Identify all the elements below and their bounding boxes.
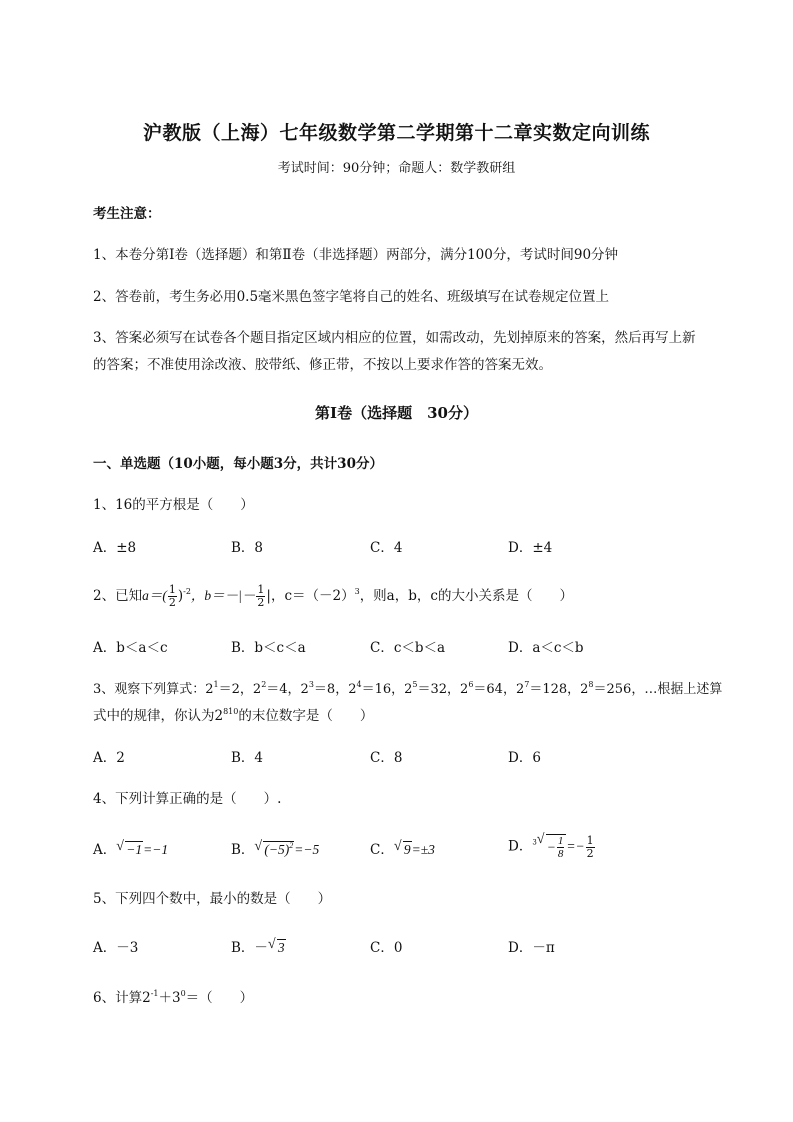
q4-d-res-num: 1 <box>586 833 594 847</box>
q6-exp1: -1 <box>150 989 159 998</box>
question-5-option-a: A．－3 <box>93 940 139 956</box>
question-1-option-c: C．4 <box>370 540 403 556</box>
q3-part: ＝2，2 <box>218 682 262 697</box>
q4-b-radicand: (−5) <box>264 842 290 857</box>
q3-line2-exp: 810 <box>223 707 239 716</box>
q3-part: ＝32，2 <box>417 682 469 697</box>
q2-b-tail: |，c＝（－2） <box>266 588 355 604</box>
q6-pre: 6、计算2 <box>93 990 151 1006</box>
question-3-option-d: D．6 <box>508 750 541 766</box>
question-3-line-2 <box>93 704 373 724</box>
q4-b-label: B． <box>231 842 255 858</box>
q3-line2-post: 的末位数字是（ ） <box>238 708 374 724</box>
question-2-option-a: A．b＜a＜c <box>93 640 168 656</box>
q3-part: ＝64，2 <box>473 682 525 697</box>
question-3-line-1 <box>93 678 722 697</box>
q3-exp: 1 <box>213 680 219 689</box>
section-heading: 一、单选题（10小题，每小题3分，共计30分） <box>93 456 383 472</box>
question-5-option-b <box>231 936 286 956</box>
question-3-option-c: C．8 <box>370 750 403 766</box>
q4-a-result: =−1 <box>143 842 169 857</box>
q2-b-num: 1 <box>257 583 265 596</box>
q2-tail: ，则a，b，c的大小关系是（ ） <box>359 588 573 604</box>
q2-b-den: 2 <box>257 596 265 609</box>
q4-b-sqrt: √ $(-5)^2$ <box>254 839 294 857</box>
q4-a-radicand: −1 <box>126 842 143 857</box>
q4-d-res-den: 2 <box>586 846 594 860</box>
question-1-option-d: D．±4 <box>508 540 553 556</box>
question-4-option-b <box>231 838 319 858</box>
q3-exp: 6 <box>468 680 474 689</box>
part1-title: 第I卷（选择题 30分） <box>315 404 478 422</box>
q2-half-fraction <box>168 584 177 609</box>
q4-c-result: =±3 <box>411 842 435 857</box>
note-item-2: 2、答卷前，考生务必用0.5毫米黑色签字笔将自己的姓名、班级填写在试卷规定位置上 <box>93 289 610 305</box>
question-4-option-d <box>508 834 596 860</box>
exam-info: 考试时间：90分钟；命题人：数学教研组 <box>277 161 516 176</box>
q2-half-den: 2 <box>168 596 176 609</box>
q3-exp: 8 <box>588 680 594 689</box>
question-3-option-b: B．4 <box>231 750 264 766</box>
question-2-option-c: C．c＜b＜a <box>370 640 446 656</box>
q5-b-label: B．－ <box>231 940 268 956</box>
note-item-3: 3、答案必须写在试卷各个题目指定区域内相应的位置，如需改动，先划掉原来的答案，然后再写上新 <box>93 330 696 346</box>
q6-post: ＝（ ） <box>185 990 254 1006</box>
q4-a-label: A． <box>93 842 117 858</box>
q2-b-eq: ，b＝－|－ <box>190 588 256 603</box>
q6-mid: ＋3 <box>158 990 181 1006</box>
question-2-stem: 2、已知a＝( $\frac{1}{2}$ )$^{-2}$，b＝－|－ $\frac{1}{2}$ |，$c=(-2)^3$，则a，b，c的大小关系是（ ） <box>93 583 573 609</box>
q4-d-num: 1 <box>557 835 564 847</box>
q2-half-num: 1 <box>168 583 176 596</box>
q2-exp2: 3 <box>354 587 360 596</box>
q3-part: ＝4，2 <box>266 682 309 697</box>
question-5-option-c: C．0 <box>370 940 403 956</box>
q5-b-sqrt: √ 3 <box>267 937 285 955</box>
q4-d-cbrt: √ − $\frac{1}{8}$ <box>537 834 567 860</box>
q3-exp: 2 <box>261 680 267 689</box>
question-3-option-a: A．2 <box>93 750 125 766</box>
q4-a-sqrt: √ −1 <box>116 839 143 857</box>
q5-b-radicand: 3 <box>277 940 285 955</box>
note-item-3-cont: 的答案；不准使用涂改液、胶带纸、修正带，不按以上要求作答的答案无效。 <box>93 357 552 373</box>
q2-b-fraction <box>256 584 265 609</box>
question-2-option-b: B．b＜c＜a <box>231 640 306 656</box>
q4-b-result: =−5 <box>294 842 320 857</box>
q3-exp: 3 <box>308 680 314 689</box>
question-6-stem <box>93 986 253 1006</box>
q4-c-label: C． <box>370 842 394 858</box>
question-1-option-a: A．±8 <box>93 540 137 556</box>
q4-c-radicand: 9 <box>403 842 411 857</box>
question-2-option-d: D．a＜c＜b <box>508 640 584 656</box>
q3-exp: 7 <box>524 680 530 689</box>
question-1-option-b: B．8 <box>231 540 264 556</box>
note-item-1: 1、本卷分第I卷（选择题）和第Ⅱ卷（非选择题）两部分，满分100分，考试时间90分钟 <box>93 247 619 263</box>
question-4-stem: 4、下列计算正确的是（ ）. <box>93 791 282 807</box>
q6-exp2: 0 <box>180 989 186 998</box>
q4-c-sqrt: √ 9 <box>393 839 411 857</box>
q3-exp: 4 <box>356 680 362 689</box>
q4-b-exp: 2 <box>289 841 294 850</box>
q3-exp: 5 <box>412 680 418 689</box>
question-1-stem: 1、16的平方根是（ ） <box>93 497 254 513</box>
q3-part: ＝256，…根据上述算 <box>593 682 723 697</box>
q4-d-index: 3 <box>532 838 537 847</box>
q4-d-label: D． <box>508 838 533 855</box>
q4-d-den: 8 <box>557 848 564 860</box>
q3-part: ＝16，2 <box>361 682 413 697</box>
page-title: 沪教版（上海）七年级数学第二学期第十二章实数定向训练 <box>142 122 650 144</box>
q4-d-result: =− <box>566 838 585 854</box>
question-4-option-c <box>370 838 435 858</box>
q2-exp1: -2 <box>183 587 191 596</box>
q3-part: 3、观察下列算式：2 <box>93 682 214 697</box>
question-4-option-a <box>93 838 168 858</box>
q2-a-eq: a＝( <box>142 588 167 603</box>
question-5-option-d: D．－π <box>508 940 555 956</box>
notes-heading: 考生注意： <box>93 206 161 222</box>
question-5-stem: 5、下列四个数中，最小的数是（ ） <box>93 891 332 907</box>
q3-part: ＝8，2 <box>313 682 357 697</box>
q3-part: ＝128，2 <box>529 682 589 697</box>
q3-line2-pre: 式中的规律，你认为2 <box>93 708 224 724</box>
q2-prefix: 2、已知 <box>93 588 143 604</box>
